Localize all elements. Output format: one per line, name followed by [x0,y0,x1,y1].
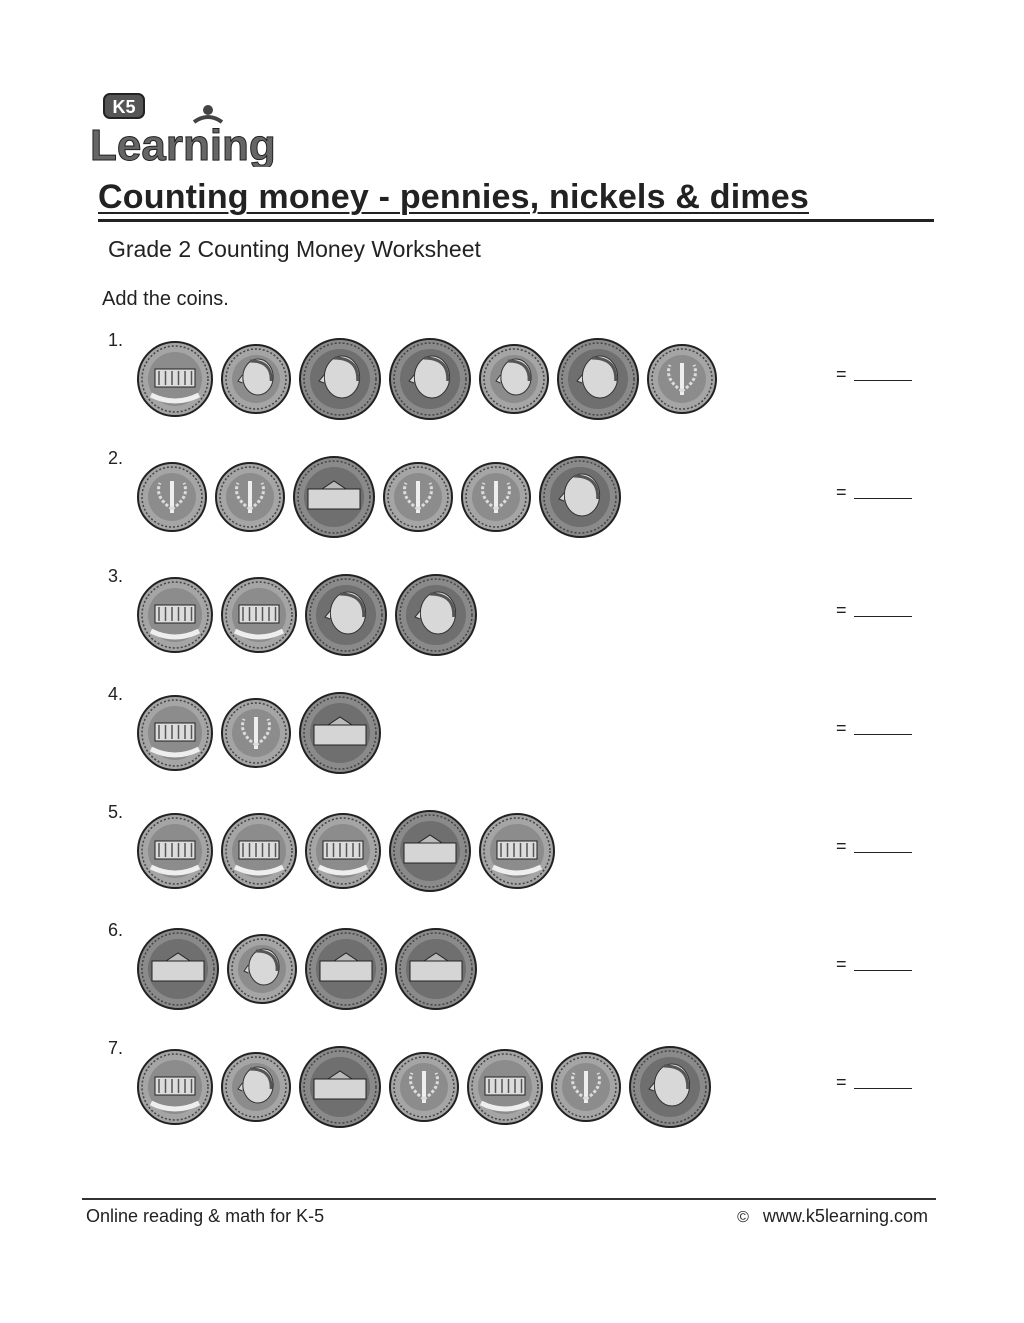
problem-number: 4. [108,684,124,704]
footer-url[interactable]: www.k5learning.com [762,1206,928,1226]
equals-sign: = [836,836,847,856]
coin-nickel-back [304,927,388,1016]
coin-dime [226,933,298,1010]
coin-nickel-front [298,337,382,426]
penny-coin-icon [136,340,214,418]
problem-number: 7. [108,1038,124,1058]
answer-line[interactable] [854,970,912,971]
penny-coin-icon [304,812,382,890]
title-block [98,178,934,222]
coin-dime-back [214,461,286,538]
answer-line[interactable] [854,498,912,499]
nickel-front-coin-icon [394,573,478,657]
coin-nickel-back [298,691,382,780]
instructions: Add the coins. [102,288,229,310]
nickel-back-coin-icon [292,455,376,539]
coin-dime-back [382,461,454,538]
coin-penny [304,812,382,895]
problem-7 [0,1038,1024,1148]
dime-back-coin-icon [646,343,718,415]
coin-dime-back [220,697,292,774]
problem-number: 1. [108,330,124,350]
dime-back-coin-icon [220,697,292,769]
dime-coin-icon [226,933,298,1005]
nickel-front-coin-icon [538,455,622,539]
coin-nickel-front [388,337,472,426]
penny-coin-icon [136,812,214,890]
problem-1 [0,330,1024,440]
nickel-back-coin-icon [388,809,472,893]
coin-nickel-back [394,927,478,1016]
equals-sign: = [836,1072,847,1092]
problem-6 [0,920,1024,1030]
nickel-front-coin-icon [556,337,640,421]
problem-number: 2. [108,448,124,468]
coin-dime-back [646,343,718,420]
coin-dime-back [388,1051,460,1128]
coin-penny [220,812,298,895]
coin-nickel-back [388,809,472,898]
coin-nickel-back [136,927,220,1016]
copyright-symbol: © [737,1209,749,1226]
dime-back-coin-icon [136,461,208,533]
dime-back-coin-icon [460,461,532,533]
coin-penny [478,812,556,895]
dime-back-coin-icon [382,461,454,533]
penny-coin-icon [220,812,298,890]
dime-back-coin-icon [550,1051,622,1123]
problem-number: 3. [108,566,124,586]
nickel-back-coin-icon [298,691,382,775]
problem-number: 5. [108,802,124,822]
coin-dime-back [136,461,208,538]
logo-badge-text: K5 [112,97,136,117]
coin-dime [220,343,292,420]
logo-wordmark: Learning [90,121,276,167]
coin-nickel-front [394,573,478,662]
nickel-front-coin-icon [388,337,472,421]
coin-nickel-front [538,455,622,544]
coin-dime [220,1051,292,1128]
nickel-front-coin-icon [298,337,382,421]
coin-penny [136,694,214,777]
nickel-back-coin-icon [136,927,220,1011]
page-subtitle: Grade 2 Counting Money Worksheet [108,236,481,262]
answer-line[interactable] [854,852,912,853]
equals-sign: = [836,482,847,502]
answer-line[interactable] [854,1088,912,1089]
coin-dime-back [550,1051,622,1128]
k5-learning-logo [90,92,280,167]
coin-dime-back [460,461,532,538]
answer-line[interactable] [854,380,912,381]
problem-3 [0,566,1024,676]
penny-coin-icon [136,694,214,772]
coin-penny [136,812,214,895]
problem-4 [0,684,1024,794]
problem-2 [0,448,1024,558]
footer-site [737,1206,928,1227]
footer-divider [82,1198,936,1200]
nickel-back-coin-icon [394,927,478,1011]
page-title: Counting money - pennies, nickels & dimes [98,178,809,216]
answer-line[interactable] [854,616,912,617]
penny-coin-icon [136,576,214,654]
equals-sign: = [836,718,847,738]
penny-coin-icon [466,1048,544,1126]
coin-nickel-back [298,1045,382,1134]
answer-line[interactable] [854,734,912,735]
coin-penny [466,1048,544,1131]
coin-penny [136,576,214,659]
dime-back-coin-icon [214,461,286,533]
coin-penny [136,1048,214,1131]
equals-sign: = [836,364,847,384]
footer-tagline: Online reading & math for K-5 [86,1206,325,1226]
coin-nickel-front [628,1045,712,1134]
coin-penny [220,576,298,659]
problem-5 [0,802,1024,912]
dime-coin-icon [220,1051,292,1123]
coin-dime [478,343,550,420]
coin-nickel-back [292,455,376,544]
equals-sign: = [836,954,847,974]
nickel-front-coin-icon [304,573,388,657]
equals-sign: = [836,600,847,620]
dime-coin-icon [220,343,292,415]
dime-coin-icon [478,343,550,415]
nickel-front-coin-icon [628,1045,712,1129]
nickel-back-coin-icon [298,1045,382,1129]
penny-coin-icon [478,812,556,890]
coin-penny [136,340,214,423]
problem-number: 6. [108,920,124,940]
coin-nickel-front [556,337,640,426]
penny-coin-icon [220,576,298,654]
dime-back-coin-icon [388,1051,460,1123]
coin-nickel-front [304,573,388,662]
penny-coin-icon [136,1048,214,1126]
nickel-back-coin-icon [304,927,388,1011]
